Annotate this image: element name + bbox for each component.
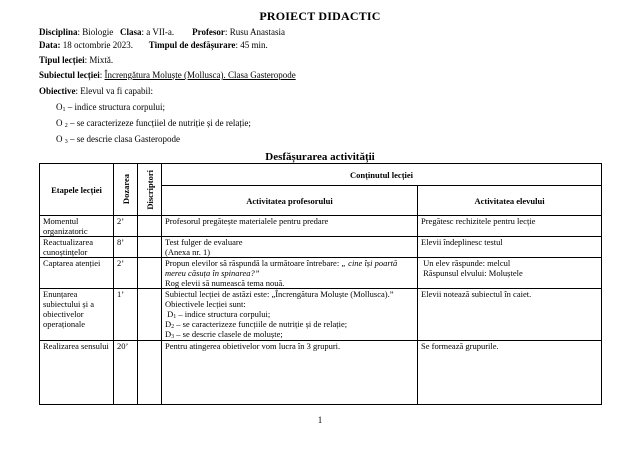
subject-label: Subiectul lecției	[39, 70, 100, 80]
duration-cell: 2’	[114, 258, 138, 289]
students-cell: Se formează grupurile.	[418, 341, 602, 405]
table-row	[40, 237, 602, 258]
teacher-value: : Rusu Anastasia	[224, 27, 285, 37]
objective-item: O $_2$ – se caracterizeze funcțiiel de nutriție și de relație;	[56, 118, 251, 129]
lesson-type-value: : Mixtă.	[84, 55, 114, 65]
objectives-line	[39, 86, 153, 97]
students-cell: Elevii notează subiectul în caiet.	[418, 289, 602, 341]
duration-cell: 20’	[114, 341, 138, 405]
table-row	[40, 258, 602, 289]
subject-line: Subiectul lecției: Încrengătura Moluște (Mollusca). Clasa Gasteropode	[39, 70, 296, 80]
teacher-cell: Profesorul pregătește materialele pentru predare	[162, 216, 418, 237]
stage-cell: Reactualizarea cunoștințelor	[40, 237, 114, 258]
duration-cell: 2’	[114, 216, 138, 237]
time-label: Timpul de desfășurare	[148, 40, 236, 50]
students-cell: Pregătesc rechizitele pentru lecție	[418, 216, 602, 237]
table-row	[40, 341, 602, 405]
col-header-descriptors: Discriptori	[138, 164, 162, 216]
duration-cell: 1’	[114, 289, 138, 341]
descriptor-cell	[138, 289, 162, 341]
objective-item: O $_3$ – se descrie clasa Gasteropode	[56, 134, 180, 145]
document-title: PROIECT DIDACTIC	[259, 9, 381, 23]
table-row	[40, 289, 602, 341]
stage-cell: Captarea atenției	[40, 258, 114, 289]
class-value: : a VII-a.	[141, 27, 175, 37]
stage-cell: Enunțarea subiectului și a obiectivelor operaționale	[40, 289, 114, 341]
col-header-students: Activitatea elevului	[418, 186, 602, 216]
class-label: Clasa	[120, 27, 142, 37]
col-header-stages: Etapele lecției	[40, 164, 114, 216]
teacher-cell: Propun elevilor să răspundă la următoare întrebare: „ cine își poartă mereu căsuța în spinarea?” Rog elevii să numească tema nouă.	[162, 258, 418, 289]
objectives-label: Obiective	[39, 86, 76, 96]
duration-cell: 8’	[114, 237, 138, 258]
teacher-cell: Pentru atingerea obietivelor vom lucra în 3 grupuri.	[162, 341, 418, 405]
descriptor-cell	[138, 341, 162, 405]
date-value: 18 octombrie 2023.	[60, 40, 133, 50]
objectives-intro: : Elevul va fi capabil:	[75, 86, 153, 96]
section-title: Desfășurarea activității	[265, 151, 375, 163]
teacher-cell: Subiectul lecției de astăzi este: „Încrengătura Moluște (Mollusca).” Obiectivele lecției sunt: $D_1$ – indice structura corpului; $D_2$ – se caracterizeze funcțiile de nutriție și de relație; $D_3$ – se descrie clasele de moluște;	[162, 289, 418, 341]
descriptor-cell	[138, 216, 162, 237]
subject-value: Încrengătura Moluște (Mollusca). Clasa Gasteropode	[104, 70, 296, 80]
teacher-cell: Test fulger de evaluare (Anexa nr. 1)	[162, 237, 418, 258]
table-row	[40, 216, 602, 237]
discipline-line	[39, 27, 285, 38]
col-header-teacher: Activitatea profesorului	[162, 186, 418, 216]
objective-item: $O_1$ – indice structura corpului;	[56, 102, 165, 113]
lesson-type-label: Tipul lecției	[39, 55, 85, 65]
col-header-content: Conținutul lecției	[162, 164, 602, 186]
lesson-type-line	[39, 55, 113, 66]
date-line	[39, 40, 268, 51]
stage-cell: Realizarea sensului	[40, 341, 114, 405]
time-value: : 45 min.	[235, 40, 268, 50]
activity-table	[39, 163, 602, 405]
col-header-duration: Dozarea	[114, 164, 138, 216]
discipline-label: Disciplina	[39, 27, 78, 37]
descriptor-cell	[138, 237, 162, 258]
date-label: Data:	[39, 40, 61, 50]
stage-cell: Momentul organizatoric	[40, 216, 114, 237]
students-cell: Elevii îndeplinesc testul	[418, 237, 602, 258]
students-cell: Un elev răspunde: melcul Răspunsul elvului: Moluștele	[418, 258, 602, 289]
teacher-label: Profesor	[192, 27, 225, 37]
page-number: 1	[317, 415, 323, 425]
discipline-value: : Biologie	[77, 27, 114, 37]
descriptor-cell	[138, 258, 162, 289]
